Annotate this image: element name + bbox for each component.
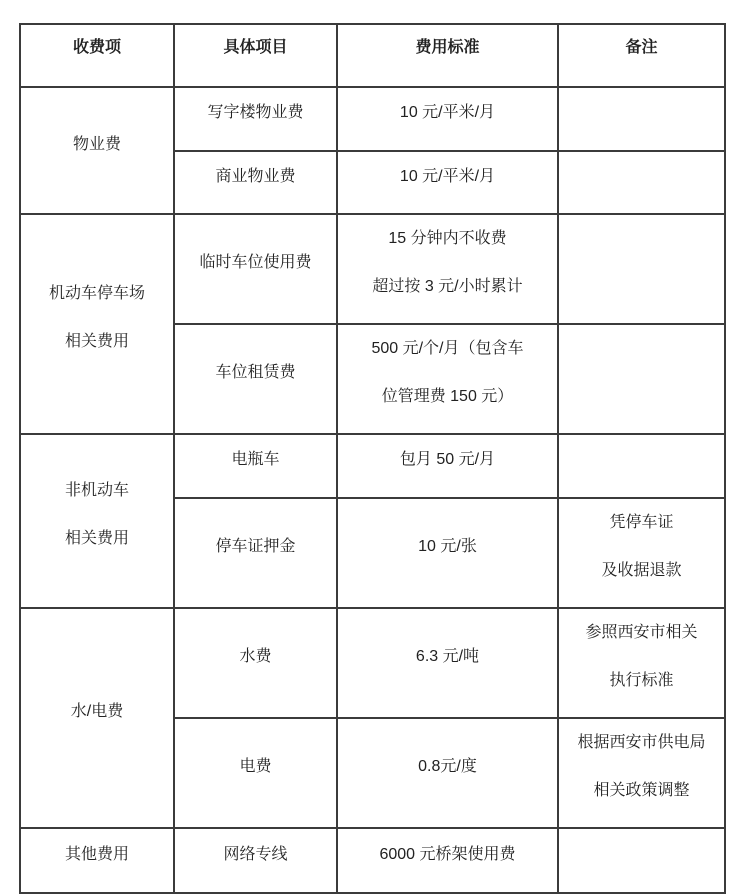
cell-remark-empty [558,87,725,151]
header-charge-category: 收费项 [20,24,174,87]
fee-table [19,23,726,894]
category-label: 物业费 [72,135,121,153]
cell-remark-empty [558,151,725,214]
fee-value: 500 元/个/月（包含车 [371,340,524,357]
cell-remark-empty [558,214,725,324]
header-fee-standard: 费用标准 [337,24,558,87]
item-label: 电费 [239,758,272,775]
cell-fee [337,718,558,828]
category-label: 水/电费 [70,703,124,720]
header-remark: 备注 [558,24,725,87]
item-label: 停车证押金 [215,538,296,555]
remark-text: 凭停车证 [609,514,674,531]
item-label: 水费 [239,648,272,665]
fee-value: 位管理费 150 元） [381,388,514,405]
cell-fee [337,498,558,608]
category-label: 机动车停车场 [48,285,145,302]
cell-remark-empty [558,828,725,893]
table-row [20,214,725,324]
remark-text: 根据西安市供电局 [577,734,706,751]
fee-value: 10 元/平米/月 [399,104,496,121]
category-label: 其他费用 [64,845,129,863]
item-label: 网络专线 [223,845,288,863]
cell-item [174,434,337,498]
remark-text: 及收据退款 [601,562,682,579]
item-label: 商业物业费 [215,167,296,185]
cell-fee [337,324,558,434]
cell-category-water-electric-fee [20,608,174,828]
fee-value: 10 元/平米/月 [399,167,496,185]
item-label: 临时车位使用费 [199,254,312,271]
fee-value: 6000 元桥架使用费 [379,845,516,863]
cell-item [174,608,337,718]
cell-category-non-motor-fee [20,434,174,608]
cell-fee [337,87,558,151]
remark-text: 执行标准 [609,672,674,689]
fee-schedule [19,23,726,894]
cell-remark [558,498,725,608]
cell-category-property-fee [20,87,174,214]
cell-item [174,718,337,828]
remark-text: 相关政策调整 [593,782,690,799]
cell-fee [337,151,558,214]
fee-value: 0.8元/度 [418,758,477,775]
fee-value: 超过按 3 元/小时累计 [372,278,523,295]
category-label: 相关费用 [64,530,129,547]
category-label: 相关费用 [64,333,129,350]
remark-text: 参照西安市相关 [585,624,698,641]
cell-remark [558,608,725,718]
cell-remark-empty [558,434,725,498]
category-label: 非机动车 [64,482,129,499]
cell-fee [337,828,558,893]
cell-fee [337,214,558,324]
cell-category-parking-fee [20,214,174,434]
header-specific-item: 具体项目 [174,24,337,87]
cell-item [174,324,337,434]
table-row [20,608,725,718]
item-label: 写字楼物业费 [207,104,304,121]
item-label: 车位租赁费 [215,364,296,381]
cell-remark-empty [558,324,725,434]
cell-item [174,87,337,151]
table-row [20,828,725,893]
cell-item [174,828,337,893]
cell-item [174,151,337,214]
cell-item [174,498,337,608]
fee-value: 15 分钟内不收费 [388,230,507,247]
table-row [20,434,725,498]
cell-category-other-fee [20,828,174,893]
cell-item [174,214,337,324]
table-row [20,87,725,151]
cell-remark [558,718,725,828]
item-label: 电瓶车 [231,451,280,468]
cell-fee [337,608,558,718]
header-row [20,24,725,87]
fee-value: 6.3 元/吨 [415,648,480,665]
cell-fee [337,434,558,498]
fee-value: 包月 50 元/月 [399,451,496,468]
fee-value: 10 元/张 [418,538,477,555]
